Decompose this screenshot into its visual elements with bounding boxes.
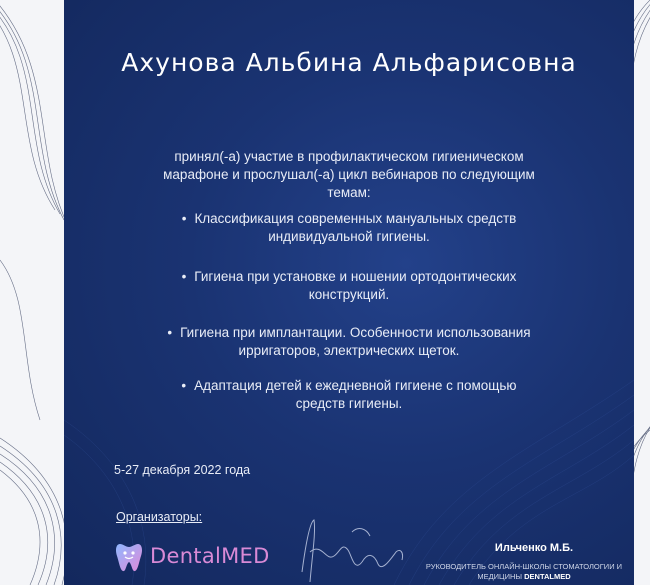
- signer-title-line: РУКОВОДИТЕЛЬ ОНЛАЙН-ШКОЛЫ СТОМАТОЛОГИИ И: [425, 562, 623, 571]
- signer-title-brand: DENTALMED: [524, 572, 571, 581]
- bullet: •: [181, 211, 187, 226]
- signature-mark: [292, 512, 412, 585]
- intro-text: принял(-а) участие в профилактическом гигиеническом марафоне и прослушал(-а) цикл вебинаров по следующим темам:: [163, 149, 535, 200]
- signer-title-prefix: МЕДИЦИНЫ: [477, 572, 523, 581]
- decorative-wave-lines-left: [0, 0, 70, 585]
- organizers-label: Организаторы:: [116, 510, 203, 524]
- topic-line: Гигиена при имплантации. Особенности использования: [180, 325, 531, 340]
- topic-item: [104, 268, 594, 304]
- topic-line: Классификация современных мануальных средств: [194, 211, 517, 226]
- topic-line: средств гигиены.: [295, 396, 403, 411]
- bullet: •: [181, 378, 187, 393]
- topic-line: Адаптация детей к ежедневной гигиене с помощью: [194, 378, 517, 393]
- certificate-panel: [64, 0, 634, 585]
- recipient-name: Ахунова Альбина Альфарисовна: [121, 48, 577, 77]
- event-dates: 5-27 декабря 2022 года: [114, 463, 251, 477]
- dentalmed-logo: [114, 538, 284, 578]
- topic-line: ирригаторов, электрических щеток.: [238, 343, 460, 358]
- signer-title: [416, 562, 632, 582]
- signer-name: Ильченко М.Б.: [494, 542, 574, 554]
- topic-item: [104, 210, 594, 246]
- topic-item: [104, 324, 594, 360]
- bullet: •: [181, 269, 187, 284]
- tooth-logo-icon: [114, 540, 144, 574]
- topic-line: индивидуальной гигиены.: [268, 229, 430, 244]
- logo-text: DentalMED: [150, 544, 270, 568]
- topic-item: [104, 377, 594, 413]
- topic-line: конструкций.: [308, 287, 390, 302]
- topic-line: Гигиена при установке и ношении ортодонтических: [194, 269, 517, 284]
- bullet: •: [167, 325, 173, 340]
